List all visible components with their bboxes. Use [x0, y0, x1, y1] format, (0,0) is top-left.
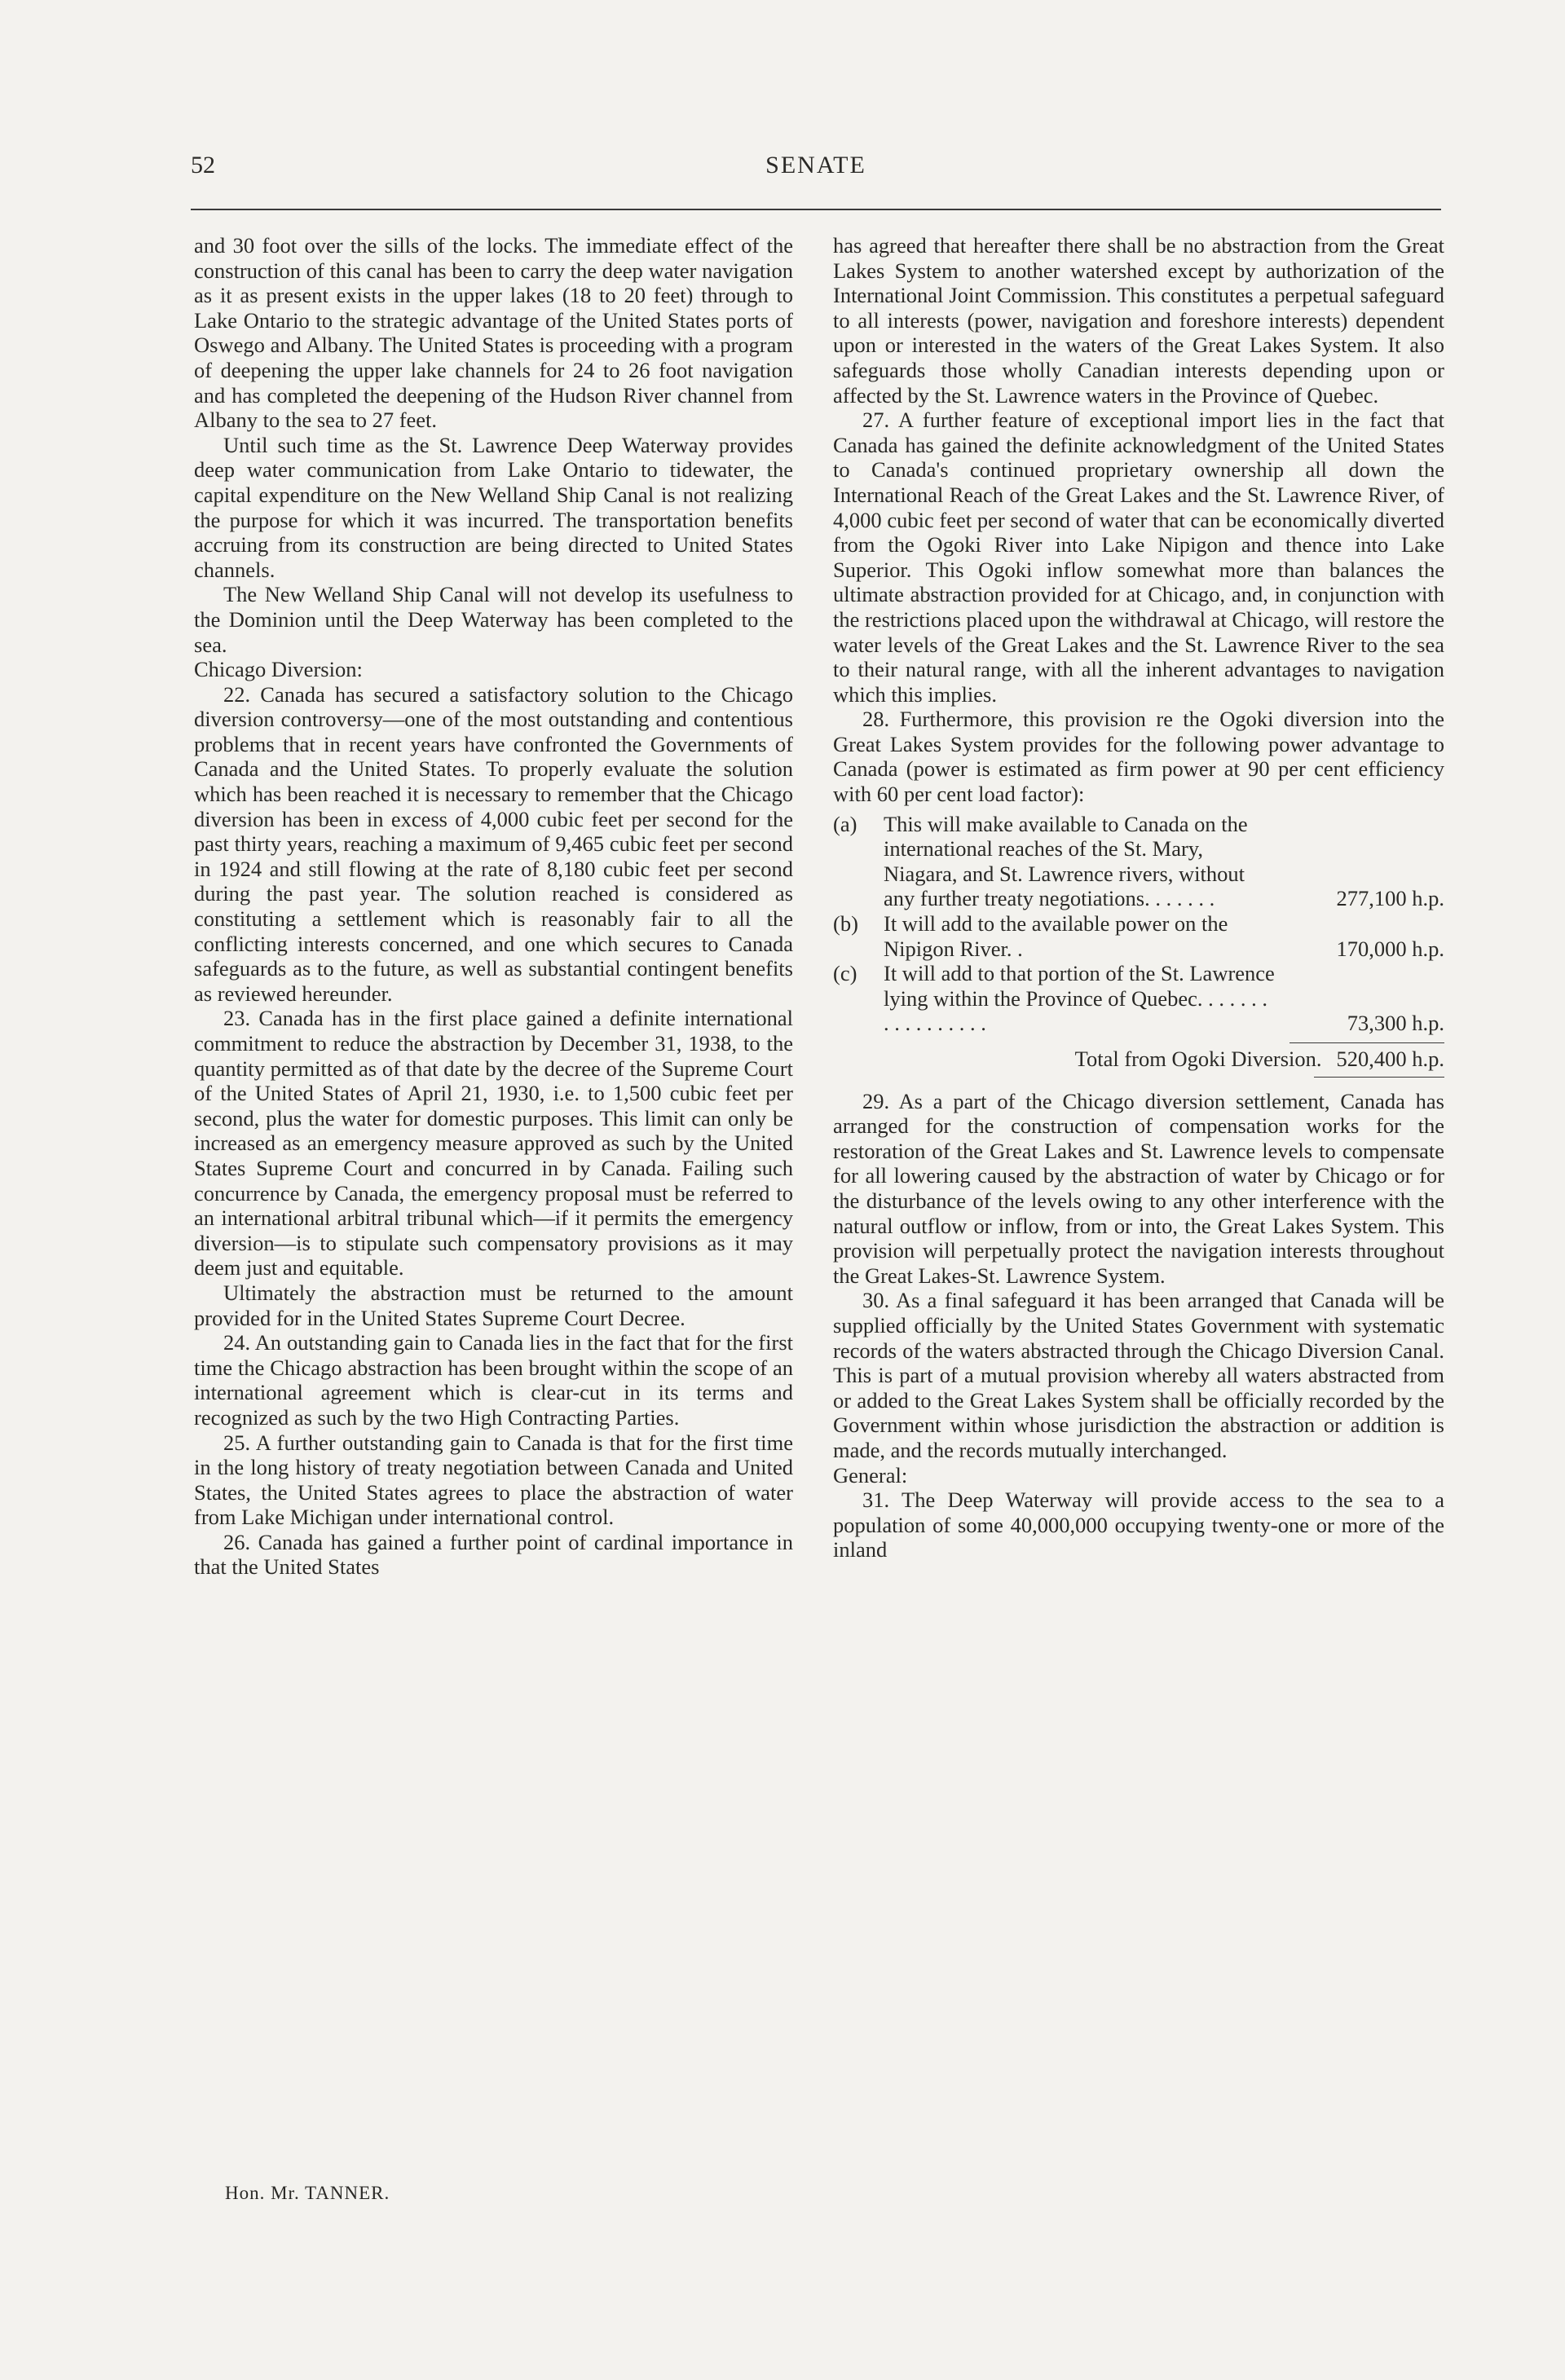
item-value: 170,000 h.p. — [1336, 936, 1444, 961]
speaker-footer: Hon. Mr. TANNER. — [225, 2183, 390, 2203]
power-table-total — [833, 1047, 1444, 1072]
total-rule — [1289, 1042, 1444, 1043]
header-rule — [191, 209, 1441, 210]
paragraph: 28. Furthermore, this provision re the Ogoki diversion into the Great Lakes System provides for the following power advantage to Canada (power is estimated as firm power at 90 per cent efficiency with 60 per cent load factor): — [833, 707, 1444, 807]
power-table-row — [833, 911, 1444, 961]
paragraph: Ultimately the abstraction must be returned to the amount provided for in the United States Supreme Court Decree. — [194, 1280, 793, 1330]
item-letter: (c) — [833, 961, 857, 986]
paragraph: 23. Canada has in the first place gained a definite international commitment to reduce the abstraction by December 31, 1938, to the quantity permitted as of that date by the decree of the Supreme Court of the United States of April 21, 1930, i.e. to 1,500 cubic feet per second, plus the water for domestic purposes. This limit can only be increased as an emergency measure approved as such by the United States Supreme Court and concurred in by Canada. Failing such concurrence by Canada, the emergency proposal must be referred to an international arbitral tribunal which—if it permits the emergency diversion—is to stipulate such compensatory provisions as it may deem just and equitable. — [194, 1006, 793, 1280]
paragraph: 27. A further feature of exceptional import lies in the fact that Canada has gained the definite acknowledgment of the United States to Canada's continued proprietary ownership all down the International Reach of the Great Lakes and the St. Lawrence River, of 4,000 cubic feet per second of water that can be economically diverted from the Ogoki River into Lake Nipigon and thence into Lake Superior. This Ogoki inflow somewhat more than balances the ultimate abstraction provided for at Chicago, and, in conjunction with the restrictions placed upon the withdrawal at Chicago, will restore the water levels of the Great Lakes and the St. Lawrence River to the sea to their natural range, with all the inherent advantages to navigation which this implies. — [833, 408, 1444, 707]
paragraph: 22. Canada has secured a satisfactory solution to the Chicago diversion controversy—one of the most outstanding and contentious problems that in recent years have confronted the Governments of Canada and the United States. To properly evaluate the solution which has been reached it is necessary to remember that the Chicago diversion has been in excess of 4,000 cubic feet per second for the past thirty years, reaching a maximum of 9,465 cubic feet per second in 1924 and still flowing at the rate of 8,180 cubic feet per second during the past year. The solution reached is considered as constituting a settlement which is reasonably fair to all the conflicting interests concerned, and one which secures to Canada safeguards as to the future, as well as substantial contingent benefits as reviewed hereunder. — [194, 681, 793, 1006]
paragraph: 31. The Deep Waterway will provide access to the sea to a population of some 40,000,000 occupying twenty-one or more of the inland — [833, 1488, 1444, 1562]
paragraph: The New Welland Ship Canal will not develop its usefulness to the Dominion until the Deep Waterway has been completed to the sea. — [194, 582, 793, 657]
section-heading: General: — [833, 1462, 908, 1488]
item-description: This will make available to Canada on the international reaches of the St. Mary, Niagara, and St. Lawrence rivers, without any further treaty negotiations. . . . . . . — [884, 811, 1248, 911]
item-letter: (b) — [833, 911, 858, 937]
paragraph: 24. An outstanding gain to Canada lies in the fact that for the first time the Chicago abstraction has been brought within the scope of an international agreement which is clear-cut in its terms and recognized as such by the two High Contracting Parties. — [194, 1330, 793, 1430]
paragraph: 25. A further outstanding gain to Canada is that for the first time in the long history of treaty negotiation between Canada and United States, the United States agrees to place the abstraction of water from Lake Michigan under international control. — [194, 1430, 793, 1530]
power-table-row — [833, 812, 1444, 911]
section-heading: Chicago Diversion: — [194, 657, 363, 682]
item-value: 73,300 h.p. — [1347, 1011, 1444, 1036]
running-head: SENATE — [765, 152, 866, 178]
page-number: 52 — [191, 152, 215, 178]
item-letter: (a) — [833, 811, 857, 836]
item-description: It will add to the available power on the Nipigon River. . — [884, 911, 1228, 961]
total-label: Total from Ogoki Diversion. — [1074, 1047, 1322, 1071]
paragraph: 29. As a part of the Chicago diversion settlement, Canada has arranged for the construction of compensation works for the restoration of the Great Lakes and St. Lawrence levels to compensate for all lowering caused by the abstraction of water by Chicago or for the disturbance of the levels owing to any other interference with the natural outflow or inflow, from or into, the Great Lakes System. This provision will perpetually protect the navigation interests throughout the Great Lakes-St. Lawrence System. — [833, 1088, 1444, 1288]
right-column — [833, 233, 1444, 1562]
paragraph: Until such time as the St. Lawrence Deep Waterway provides deep water communication from Lake Ontario to tidewater, the capital expenditure on the New Welland Ship Canal is not realizing the purpose for which it was incurred. The transportation benefits accruing from its construction are being directed to United States channels. — [194, 432, 793, 582]
paragraph: 26. Canada has gained a further point of cardinal importance in that the United States — [194, 1529, 793, 1580]
item-description: It will add to that portion of the St. Lawrence lying within the Province of Quebec. . . . . . . . . . . . . . . . . — [884, 961, 1275, 1036]
paragraph: and 30 foot over the sills of the locks. The immediate effect of the construction of this canal has been to carry the deep water navigation as it as present exists in the upper lakes (18 to 20 feet) through to Lake Ontario to the strategic advantage of the United States ports of Oswego and Albany. The United States is proceeding with a program of deepening the upper lake channels for 24 to 26 foot navigation and has completed the deepening of the Hudson River channel from Albany to the sea to 27 feet. — [194, 233, 793, 433]
total-value: 520,400 h.p. — [1336, 1047, 1444, 1071]
end-rule — [1314, 1077, 1444, 1078]
power-advantage-table — [833, 812, 1444, 1078]
paragraph: has agreed that hereafter there shall be no abstraction from the Great Lakes System to another watershed except by authorization of the International Joint Commission. This constitutes a perpetual safeguard to all interests (power, navigation and foreshore interests) dependent upon or interested in the waters of the Great Lakes System. It also safeguards those wholly Canadian interests depending upon or affected by the St. Lawrence waters in the Province of Quebec. — [833, 233, 1444, 408]
power-table-row — [833, 961, 1444, 1036]
left-column — [194, 233, 793, 1580]
item-value: 277,100 h.p. — [1336, 886, 1444, 911]
paragraph: 30. As a final safeguard it has been arranged that Canada will be supplied officially by the United States Government with systematic records of the waters abstracted through the Chicago Diversion Canal. This is part of a mutual provision whereby all waters abstracted from or added to the Great Lakes System shall be officially recorded by the Government within whose jurisdiction the abstraction or addition is made, and the records mutually interchanged. — [833, 1288, 1444, 1462]
page-header — [191, 152, 1441, 194]
